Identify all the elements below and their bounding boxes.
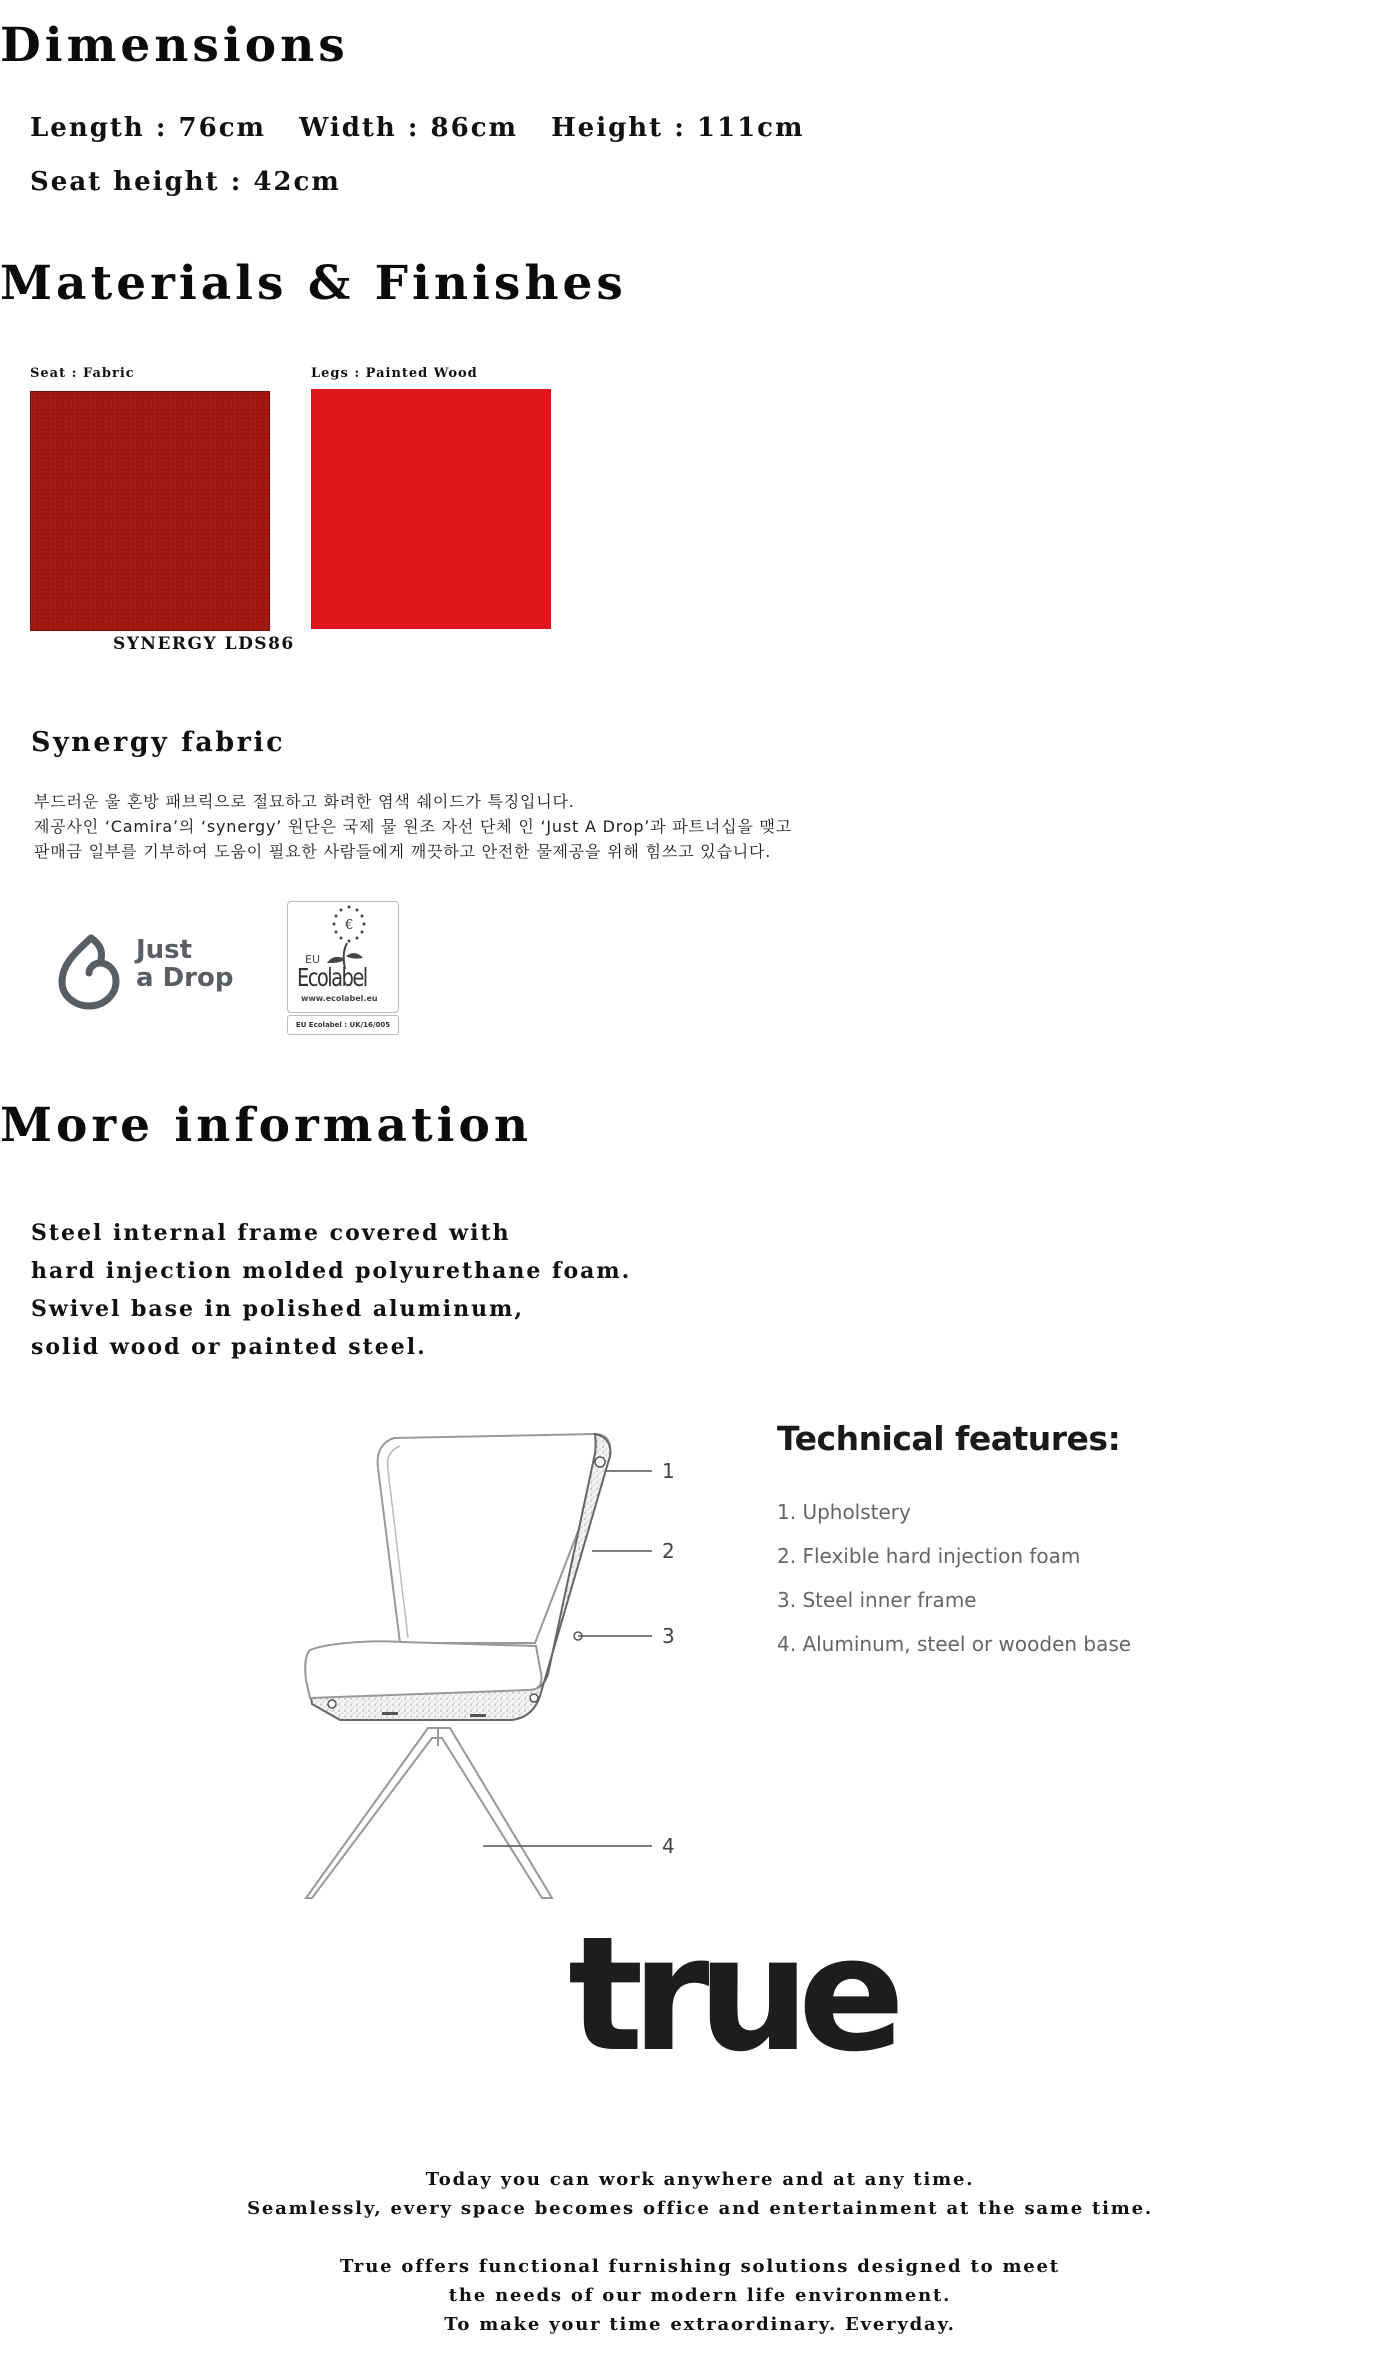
height-value: Height : 111cm [551,113,805,143]
just-a-drop-line2: a Drop [136,963,234,993]
just-a-drop-line1: Just [136,935,193,965]
more-information-text [31,1214,631,1366]
footer-paragraph-2 [0,2252,1400,2339]
legs-swatch-label: Legs : Painted Wood [311,366,478,381]
seat-cushion [305,1641,541,1698]
eu-ecolabel-logo [287,901,399,1036]
synergy-line: 부드러운 울 혼방 패브릭으로 절묘하고 화려한 염색 쉐이드가 특징입니다. [34,792,575,811]
technical-features-title: Technical features: [777,1419,1121,1458]
more-line: solid wood or painted steel. [31,1334,427,1360]
synergy-line: 판매금 일부를 기부하여 도움이 필요한 사람들에게 깨끗하고 안전한 물제공을 위해 힘쓰고 있습니다. [34,842,772,861]
ecolabel-registration: EU Ecolabel : UK/16/005 [287,1015,399,1035]
more-line: hard injection molded polyurethane foam. [31,1258,632,1284]
seat-fabric-swatch [30,391,270,631]
more-line: Steel internal frame covered with [31,1220,511,1246]
svg-text:€: € [344,918,354,933]
footer-line: True offers functional furnishing solutions designed to meet [340,2256,1060,2277]
technical-features-list [777,1490,1131,1666]
synergy-heading: Synergy fabric [31,727,286,758]
dimensions-line-1 [30,113,827,143]
seat-height-value: Seat height : 42cm [30,167,341,197]
just-a-drop-logo [56,930,246,1010]
width-value: Width : 86cm [299,113,519,143]
technical-feature-item: 4. Aluminum, steel or wooden base [777,1632,1132,1656]
synergy-line: 제공사인 ‘Camira’의 ‘synergy’ 원단은 국제 물 원조 자선 단체 인 ‘Just A Drop’과 파트너십을 맺고 [34,817,792,836]
backrest-outline [378,1434,610,1643]
true-brand-logo: true [568,1903,894,2087]
materials-heading: Materials & Finishes [0,256,627,311]
more-line: Swivel base in polished aluminum, [31,1296,525,1322]
chair-technical-diagram [290,1428,700,1908]
ecolabel-url: www.ecolabel.eu [301,994,378,1003]
footer-line: Today you can work anywhere and at any time. [425,2169,975,2190]
ecolabel-eu: EU [305,953,321,966]
callout-3: 3 [662,1624,675,1648]
ecolabel-name: Ecolabel [297,963,367,992]
footer-line: the needs of our modern life environment. [448,2285,952,2306]
legs-painted-wood-swatch [311,389,551,629]
length-value: Length : 76cm [30,113,267,143]
swivel-base [306,1728,552,1898]
synergy-description [34,789,792,864]
footer-line: To make your time extraordinary. Everyday. [444,2314,956,2335]
seat-swatch-label: Seat : Fabric [30,366,135,381]
technical-feature-item: 1. Upholstery [777,1500,911,1524]
callout-4: 4 [662,1834,675,1858]
technical-feature-item: 2. Flexible hard injection foam [777,1544,1081,1568]
more-information-heading: More information [0,1098,533,1153]
technical-feature-item: 3. Steel inner frame [777,1588,977,1612]
footer-paragraph-1 [0,2165,1400,2223]
dimensions-heading: Dimensions [0,18,349,73]
callout-2: 2 [662,1539,675,1563]
callout-1: 1 [662,1459,675,1483]
water-drop-icon [56,930,126,1010]
seat-fabric-code: SYNERGY LDS86 [113,634,295,654]
footer-line: Seamlessly, every space becomes office and entertainment at the same time. [247,2198,1153,2219]
